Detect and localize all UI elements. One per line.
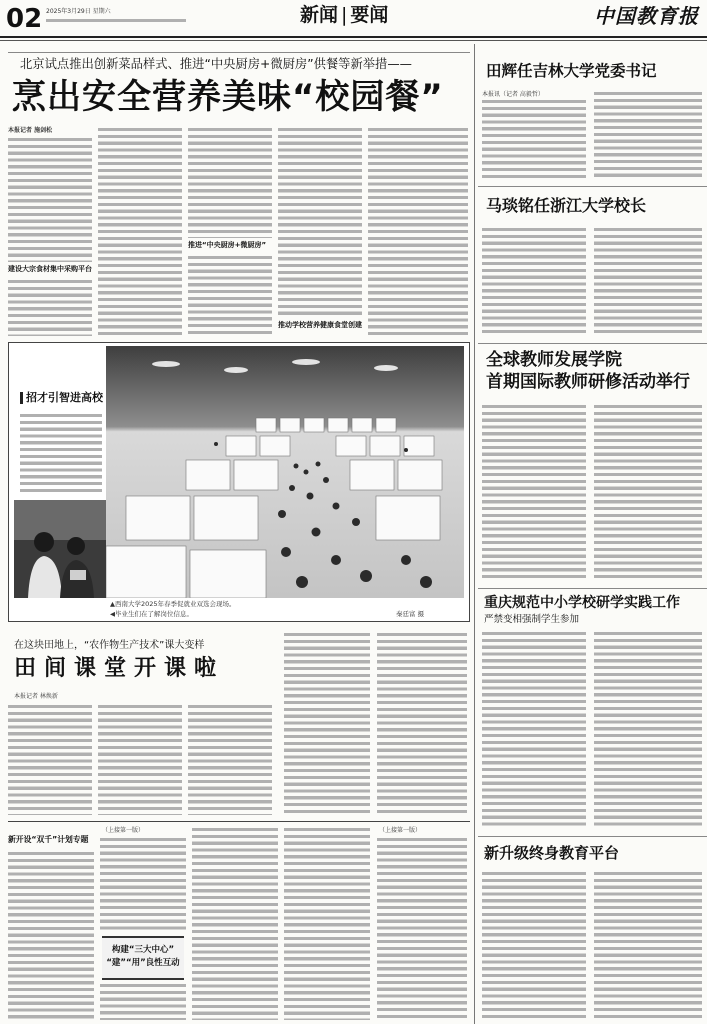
- body-text: [100, 984, 186, 1020]
- editor-credits: [46, 19, 186, 25]
- photo-caption-1: ▲西南大学2025年春季促就业双选会现场。: [110, 600, 236, 608]
- body-text: [8, 705, 92, 815]
- body-text: [20, 414, 102, 492]
- field-kicker: 在这块田地上，“农作物生产技术”课大变样: [14, 640, 205, 651]
- section-main: 新闻: [300, 4, 339, 26]
- brief-global-headline-2: 首期国际教师研修活动举行: [486, 372, 690, 392]
- body-text: [188, 705, 272, 815]
- field-byline: 本报记者 林焕新: [14, 693, 58, 700]
- body-text: [284, 828, 370, 1020]
- issue-date: 2025年3月29日 星期六: [46, 8, 111, 15]
- body-text: [8, 280, 92, 336]
- body-text: [482, 100, 586, 178]
- brief-zju-headline: 马琰铭任浙江大学校长: [486, 196, 647, 215]
- body-text: [594, 872, 702, 1020]
- body-text: [188, 128, 272, 238]
- body-text: [594, 228, 702, 336]
- inset-photo: [14, 500, 106, 598]
- callout-line-2: “建”“用”良性互动: [106, 958, 180, 968]
- body-text: [368, 128, 468, 336]
- column-divider: [474, 44, 475, 1024]
- main-photo-job-fair: [106, 346, 464, 598]
- lead-subhead-3: 推动学校营养健康食堂创建: [278, 321, 362, 329]
- body-text: [192, 828, 278, 1020]
- brief-lifelong-headline: 新升级终身教育平台: [484, 844, 620, 862]
- lead-byline: 本报记者 施剑松: [8, 127, 53, 134]
- lead-subhead-2: 推进“中央厨房+微厨房”: [188, 241, 267, 249]
- brief-rule: [478, 343, 707, 344]
- body-text: [594, 405, 702, 581]
- body-text: [482, 405, 586, 581]
- body-text: [482, 872, 586, 1020]
- photo-credit: 秦廷富 摄: [396, 610, 425, 618]
- body-text: [278, 128, 362, 318]
- brief-chongqing-subhead: 严禁变相强制学生参加: [484, 614, 580, 625]
- photo-feature-text-panel: [14, 380, 106, 498]
- body-text: [377, 633, 467, 815]
- brief-rule: [478, 588, 707, 589]
- lead-top-rule: [8, 52, 470, 53]
- section-rule: [8, 821, 470, 822]
- lead-kicker: 北京试点推出创新菜品样式、推进“中央厨房+微厨房”供餐等新举措——: [20, 57, 412, 71]
- lead-headline: 烹出安全营养美味“校园餐”: [12, 77, 444, 117]
- continued-label: （上接第一版）: [102, 827, 145, 834]
- body-text: [594, 632, 702, 828]
- section-title: [300, 6, 388, 25]
- brief-global-headline-1: 全球教师发展学院: [486, 350, 622, 370]
- body-text: [284, 633, 370, 815]
- body-text: [98, 705, 182, 815]
- title-marker: [20, 392, 23, 404]
- body-text: [482, 228, 586, 336]
- body-text: [98, 128, 182, 336]
- brief-rule: [478, 836, 707, 837]
- body-text: [188, 256, 272, 336]
- body-text: [8, 852, 94, 1020]
- continued-label: （上接第一版）: [379, 827, 422, 834]
- brief-rule: [478, 186, 707, 187]
- brief-tianhui-byline: 本报讯（记者 高毅哲）: [482, 91, 544, 98]
- body-text: [482, 632, 586, 828]
- body-text: [377, 838, 467, 1020]
- field-headline: 田间课堂开课啦: [14, 656, 225, 681]
- callout-box: [102, 936, 184, 980]
- photo-caption-2: ◀毕业生们在了解岗位信息。: [110, 610, 193, 618]
- lead-subhead-1: 建设大宗食材集中采购平台: [8, 265, 92, 273]
- body-text: [100, 838, 186, 932]
- page-number: 02: [6, 4, 43, 34]
- masthead-rule-thin: [0, 40, 707, 41]
- section-sub: 要闻: [350, 4, 389, 26]
- section-divider: |: [341, 4, 348, 26]
- masthead-logo: 中国教育报: [594, 4, 699, 28]
- brief-chongqing-headline: 重庆规范中小学校研学实践工作: [484, 595, 680, 611]
- bottom-column-heading: 新开设“双千”计划专题: [8, 835, 89, 844]
- masthead-rule: [0, 36, 707, 38]
- photo-feature-title: 招才引智进高校: [26, 391, 103, 404]
- body-text: [594, 92, 702, 178]
- callout-line-1: 构建“三大中心”: [111, 945, 175, 955]
- brief-tianhui-headline: 田辉任吉林大学党委书记: [486, 62, 657, 80]
- body-text: [8, 138, 92, 262]
